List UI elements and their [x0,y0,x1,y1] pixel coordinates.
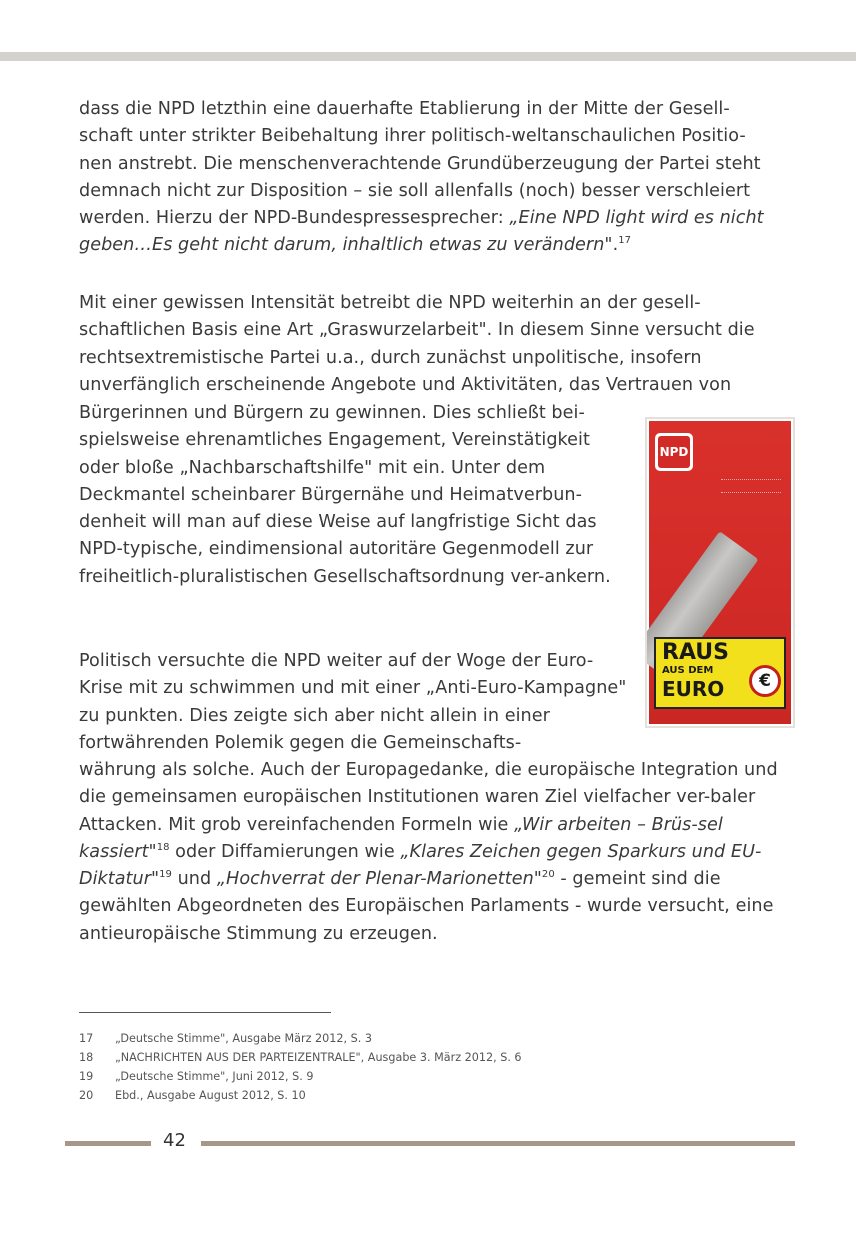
paragraph-1 [79,96,779,260]
quote-hochverrat: „Hochverrat der Plenar-Marionetten" [216,869,542,890]
npd-poster-image [645,417,795,728]
banner-line-1: RAUS [662,640,729,665]
footnote-ref-19: 19 [159,869,172,881]
poster-small-print [721,479,781,493]
footnote-ref-18: 18 [156,841,170,853]
paragraph-1-text: dass die NPD letzthin eine dauerhafte Etablierung in der Mitte der Gesell-schaft unter strikter Beibehaltung ihrer politisch-weltanschaulichen Positio-nen anstrebt. Die menschenverachtende Grundüberzeugung der Partei steht demnach nicht zur Disposition – sie soll allenfalls (noch) besser verschleiert werden. Hierzu der NPD-Bundespressesprecher: [79,99,761,229]
poster-background [649,421,791,724]
quote-npd-light: „Eine NPD light wird es nicht geben…Es geht nicht darum, inhaltlich etwas zu verändern" [79,208,764,256]
paragraph-3b-text-1: währung als solche. Auch der Europagedanke, die europäische Integration und die gemeinsamen europäischen Institutionen waren Ziel vielfacher ver-baler Attacken. Mit grob vereinfachenden Formeln wie [79,760,778,835]
paragraph-2b [79,400,627,591]
paragraph-2a [79,290,779,399]
paragraph-1-end: . [612,235,619,256]
footnote-20 [79,1088,639,1103]
footnote-rule [79,1012,331,1013]
footnote-number: 20 [79,1089,94,1102]
page-number: 42 [163,1130,186,1151]
footnote-ref-20: 20 [541,869,555,881]
banner-line-3: EURO [662,677,725,701]
footnote-18 [79,1050,639,1065]
paragraph-3b-text-2: oder Diffamierungen wie [169,841,401,862]
paragraph-2b-text: Bürgerinnen und Bürgern zu gewinnen. Dies schließt bei-spielsweise ehrenamtliches Engagement, Vereinstätigkeit oder bloße „Nachbarschaftshilfe" mit ein. Unter dem Deckmantel scheinbarer Bürgernähe und Heimatverbun-denheit will man auf diese Weise auf langfristige Sicht das NPD-typische, eindimensional autoritäre Gegenmodell zur freiheitlich-pluralistischen Gesellschaftsordnung ver-ankern. [79,403,611,587]
footnote-number: 18 [79,1051,94,1064]
paragraph-3b-text-4: - gemeint sind die gewählten Abgeordneten des Europäischen Parlaments - wurde versucht, eine antieuropäische Stimmung zu erzeugen. [79,869,774,944]
footnote-19 [79,1069,639,1084]
footnote-text: „NACHRICHTEN AUS DER PARTEIZENTRALE", Ausgabe 3. März 2012, S. 6 [115,1051,522,1064]
paragraph-3b-text-3: und [171,869,217,890]
footnote-text: „Deutsche Stimme", Ausgabe März 2012, S. 3 [115,1032,372,1045]
footnote-text: „Deutsche Stimme", Juni 2012, S. 9 [115,1070,314,1083]
footnote-text: Ebd., Ausgabe August 2012, S. 10 [115,1089,306,1102]
npd-logo-text: NPD [658,436,690,468]
paragraph-3a-text: Politisch versuchte die NPD weiter auf der Woge der Euro-Krise mit zu schwimmen und mit einer „Anti-Euro-Kampagne" zu punkten. Dies zeigte sich aber nicht allein in einer fortwährenden Polemik gegen die Gemeinschafts- [79,651,627,753]
paragraph-3b [79,757,779,948]
poster-banner [654,637,786,709]
footnote-17 [79,1031,639,1046]
footnote-number: 17 [79,1032,94,1045]
paragraph-2a-text: Mit einer gewissen Intensität betreibt die NPD weiterhin an der gesell-schaftlichen Basis eine Art „Graswurzelarbeit". In diesem Sinne versucht die rechtsextremistische Partei u.a., durch zunächst unpolitische, insofern unverfänglich erscheinende Angebote und Aktivitäten, das Vertrauen von [79,293,755,395]
paragraph-3a [79,648,627,757]
footer-bar-right [201,1141,795,1146]
footnote-number: 19 [79,1070,94,1083]
banner-line-2: AUS DEM [662,665,714,676]
header-rule [0,52,856,61]
crossed-euro-icon: € [749,665,781,697]
quote-sparkurs: „Klares Zeichen gegen Sparkurs und EU-Diktatur" [79,841,762,890]
quote-bruessel: „Wir arbeiten – Brüs-sel kassiert" [79,814,723,862]
footnote-ref-17: 17 [618,235,632,247]
footer-bar-left [65,1141,151,1146]
npd-logo [655,433,693,471]
